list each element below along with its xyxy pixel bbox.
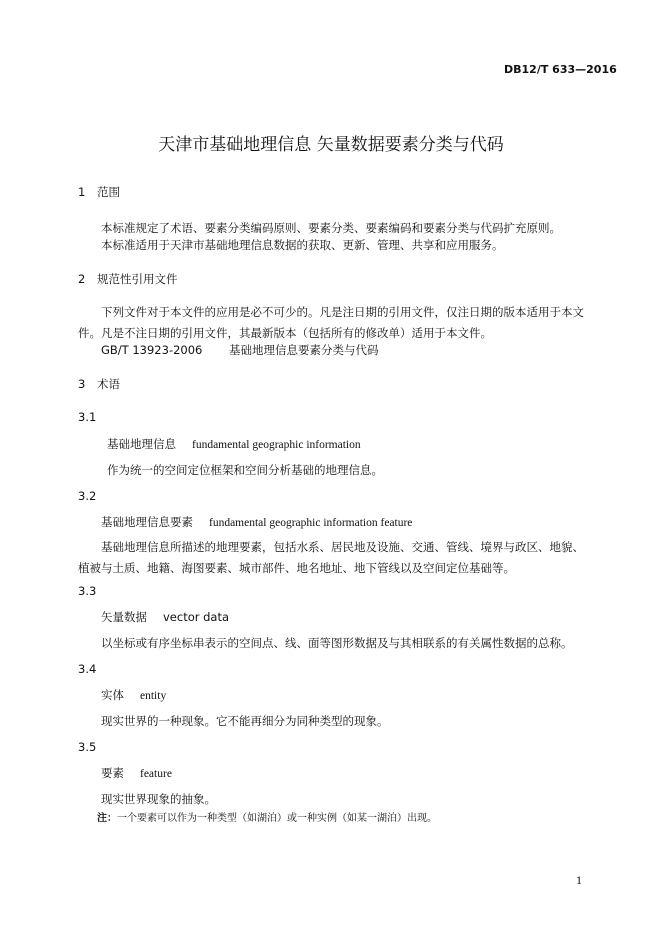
term-number: 3.5: [78, 740, 97, 754]
section-1-paragraph-2: 本标准适用于天津市基础地理信息数据的获取、更新、管理、共享和应用服务。: [101, 238, 504, 252]
term-chinese: 基础地理信息要素: [101, 515, 193, 529]
reference-code: GB/T 13923-2006: [101, 343, 203, 357]
term-definition-text: 基础地理信息所描述的地理要素，包括水系、居民地及设施、交通、管线、境界与政区、地貌、植被与土质、地籍、海图要素、城市部件、地名地址、地下管线以及空间定位基础等。: [78, 540, 584, 575]
term-definition: 现实世界的一种现象。它不能再细分为同种类型的现象。: [101, 714, 389, 728]
normative-reference: [101, 342, 379, 358]
note-label: 注：: [97, 813, 117, 824]
document-code: DB12/T 633—2016: [504, 63, 617, 76]
term-english: feature: [140, 768, 172, 780]
term-definition: 现实世界现象的抽象。: [101, 792, 216, 806]
note: [97, 809, 437, 824]
term-entry: [107, 436, 361, 452]
section-2-heading: [78, 271, 178, 287]
section-2-paragraph-text: 下列文件对于本文件的应用是必不可少的。凡是注日期的引用文件，仅注日期的版本适用于本文件。凡是不注日期的引用文件，其最新版本（包括所有的修改单）适用于本文件。: [78, 305, 584, 340]
term-number: 3.1: [78, 410, 97, 424]
section-title: 术语: [97, 377, 120, 391]
reference-title: 基础地理信息要素分类与代码: [229, 343, 379, 357]
section-3-heading: [78, 376, 120, 392]
term-english: fundamental geographic information: [192, 439, 361, 451]
term-definition: 作为统一的空间定位框架和空间分析基础的地理信息。: [107, 463, 383, 477]
term-english: entity: [140, 690, 167, 702]
term-entry: [101, 609, 229, 625]
term-english: vector data: [163, 610, 230, 624]
page-title: 天津市基础地理信息 矢量数据要素分类与代码: [158, 135, 504, 155]
term-english: fundamental geographic information feature: [209, 517, 413, 529]
term-number: 3.2: [78, 489, 97, 503]
page-number: 1: [576, 876, 583, 887]
section-1-paragraph-1: 本标准规定了术语、要素分类编码原则、要素分类、要素编码和要素分类与代码扩充原则。: [101, 221, 561, 235]
section-1-heading: [78, 184, 120, 200]
section-title: 规范性引用文件: [97, 272, 178, 286]
term-entry: [101, 765, 172, 781]
term-number: 3.3: [78, 584, 97, 598]
term-chinese: 基础地理信息: [107, 437, 176, 451]
term-chinese: 矢量数据: [101, 610, 147, 624]
section-number: 3: [78, 377, 86, 391]
section-2-paragraph: [78, 302, 588, 344]
term-number: 3.4: [78, 662, 97, 676]
section-number: 1: [78, 185, 86, 199]
section-title: 范围: [97, 185, 120, 199]
term-chinese: 要素: [101, 766, 124, 780]
term-definition: 以坐标或有序坐标串表示的空间点、线、面等图形数据及与其相联系的有关属性数据的总称。: [101, 636, 573, 650]
note-text: 一个要素可以作为一种类型（如湖泊）或一种实例（如某一湖泊）出现。: [117, 813, 437, 824]
term-definition: [78, 537, 588, 579]
term-chinese: 实体: [101, 688, 124, 702]
term-entry: [101, 687, 166, 703]
section-number: 2: [78, 272, 86, 286]
term-entry: [101, 514, 412, 530]
